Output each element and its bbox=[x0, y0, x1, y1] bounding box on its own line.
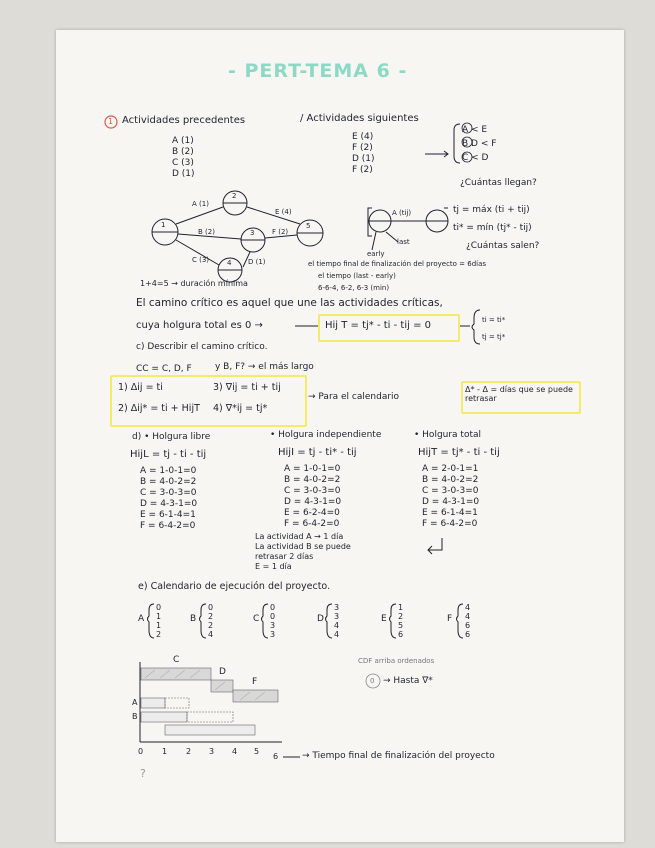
tj-formula: tj = máx (ti + tij) bbox=[453, 205, 530, 215]
axis-6: 6 bbox=[273, 752, 279, 761]
holgura-total-line: cuya holgura total es 0 → bbox=[136, 320, 263, 331]
pert-network bbox=[152, 191, 323, 282]
holgura-formula: Hij T = tj* - ti - tij = 0 bbox=[325, 320, 432, 331]
cdf-note: CDF arriba ordenados bbox=[358, 657, 435, 665]
hasta-circle-text: 0 bbox=[370, 677, 375, 685]
cc-text: CC = C, D, F bbox=[136, 364, 192, 374]
bracket-shape bbox=[454, 124, 460, 163]
node-4-label: 4 bbox=[227, 259, 232, 267]
question-arrive: ¿Cuántas llegan? bbox=[460, 178, 537, 188]
exercise-number: 1 bbox=[108, 117, 114, 126]
heading-siguientes: / Actividades siguientes bbox=[300, 113, 419, 124]
axis-2: 2 bbox=[186, 747, 192, 756]
dias-note: Δ* - Δ = días que se puede retrasar bbox=[465, 385, 573, 404]
axis-3: 3 bbox=[209, 747, 215, 756]
cal-values-d: 3 3 4 4 bbox=[334, 603, 340, 639]
gantt-left-a: A bbox=[132, 698, 138, 707]
question-leave: ¿Cuántas salen? bbox=[466, 241, 540, 251]
cal-values-a: 0 1 1 2 bbox=[156, 603, 162, 639]
list-precedentes: A (1) B (2) C (3) D (1) bbox=[172, 136, 195, 179]
edge-d-label: D (1) bbox=[248, 258, 266, 266]
cal-label-f: F bbox=[447, 614, 453, 624]
holgura-notes: La actividad A → 1 día La actividad B se puede retrasar 2 días E = 1 día bbox=[255, 532, 351, 571]
cal-values-e: 1 2 5 6 bbox=[398, 603, 404, 639]
holgura-libre-heading: d) • Holgura libre bbox=[132, 432, 211, 442]
cal-label-b: B bbox=[190, 614, 197, 624]
holgura-total-rows: A = 2-0-1=1 B = 4-0-2=2 C = 3-0-3=0 D = 4-3-1=0 E = 6-1-4=1 F = 6-4-2=0 bbox=[422, 464, 480, 529]
heading-precedentes: Actividades precedentes bbox=[122, 115, 246, 126]
cal-values-b: 0 2 2 4 bbox=[208, 603, 214, 639]
holgura-libre-rows: A = 1-0-1=0 B = 4-0-2=2 C = 3-0-3=0 D = 4-3-1=0 E = 6-1-4=1 F = 6-4-2=0 bbox=[140, 466, 198, 531]
para-calendario: → Para el calendario bbox=[308, 392, 400, 402]
node-1-label: 1 bbox=[161, 221, 166, 229]
edge-b-label: B (2) bbox=[198, 228, 215, 236]
formula-3: 3) ∇ij = ti + tij bbox=[213, 382, 281, 393]
tiempo-sub: el tiempo (last - early) bbox=[318, 272, 396, 280]
cal-label-a: A bbox=[138, 614, 145, 624]
node-2-label: 2 bbox=[232, 192, 237, 200]
formula-4: 4) ∇*ij = tj* bbox=[213, 403, 268, 414]
axis-caption: → Tiempo final de finalización del proyecto bbox=[302, 751, 495, 761]
gantt-left-b: B bbox=[132, 712, 138, 721]
gantt-label-d: D bbox=[219, 667, 226, 677]
right-brace-items: ti = ti* tj = tj* bbox=[482, 316, 506, 341]
cal-values-f: 4 4 6 6 bbox=[465, 603, 471, 639]
axis-4: 4 bbox=[232, 747, 238, 756]
calendario-heading: e) Calendario de ejecución del proyecto. bbox=[138, 581, 331, 592]
tiempo-calc: 6-6-4, 6-2, 6-3 (min) bbox=[318, 284, 390, 292]
holgura-total-formula: HijT = tj* - ti - tij bbox=[418, 447, 500, 458]
cal-values-c: 0 0 3 3 bbox=[270, 603, 276, 639]
node-5-label: 5 bbox=[306, 222, 311, 230]
holgura-independiente-formula: HijI = tj - ti* - tij bbox=[278, 447, 357, 458]
axis-1: 1 bbox=[162, 747, 168, 756]
cal-label-e: E bbox=[381, 614, 387, 624]
gantt-chart bbox=[140, 662, 380, 742]
node-3-label: 3 bbox=[250, 229, 255, 237]
page-title: - PERT-TEMA 6 - bbox=[228, 60, 408, 82]
edge-a-label: A (1) bbox=[192, 200, 209, 208]
bracket-items: A < E B D < F C < D bbox=[462, 125, 497, 163]
cal-label-d: D bbox=[317, 614, 324, 624]
ti-formula: ti* = mín (tj* - tij) bbox=[453, 223, 532, 233]
list-siguientes: E (4) F (2) D (1) F (2) bbox=[352, 132, 375, 175]
cc-extra: y B, F? → el más largo bbox=[215, 362, 314, 372]
hasta-text: → Hasta ∇* bbox=[383, 676, 433, 686]
holgura-total-heading: • Holgura total bbox=[414, 430, 482, 440]
formula-2: 2) Δij* = ti + HijT bbox=[118, 403, 200, 414]
question-mark: ? bbox=[140, 767, 146, 780]
last-label: last bbox=[397, 238, 410, 246]
camino-critico-def: El camino crítico es aquel que une las actividades críticas, bbox=[136, 297, 443, 309]
edge-f-label: F (2) bbox=[272, 228, 289, 236]
holgura-libre-formula: HijL = tj - ti - tij bbox=[130, 449, 207, 460]
cal-label-c: C bbox=[253, 614, 260, 624]
describir-camino: c) Describir el camino crítico. bbox=[136, 342, 268, 352]
edge-c-label: C (3) bbox=[192, 256, 210, 264]
axis-0: 0 bbox=[138, 747, 144, 756]
formula-1: 1) Δij = ti bbox=[118, 382, 163, 393]
axis-5: 5 bbox=[254, 747, 260, 756]
gantt-label-f: F bbox=[252, 677, 258, 687]
holgura-independiente-heading: • Holgura independiente bbox=[270, 430, 382, 440]
duracion-minima: 1+4=5 → duración mínima bbox=[140, 279, 248, 288]
edge-e-label: E (4) bbox=[275, 208, 292, 216]
early-label: early bbox=[367, 250, 385, 258]
holgura-independiente-rows: A = 1-0-1=0 B = 4-0-2=2 C = 3-0-3=0 D = 4-3-1=0 E = 6-2-4=0 F = 6-4-2=0 bbox=[284, 464, 342, 529]
gantt-label-c: C bbox=[173, 655, 180, 665]
tiempo-note: el tiempo final de finalización del proyecto = 6días bbox=[308, 260, 487, 268]
node-detail-label: A (tij) bbox=[392, 209, 412, 217]
